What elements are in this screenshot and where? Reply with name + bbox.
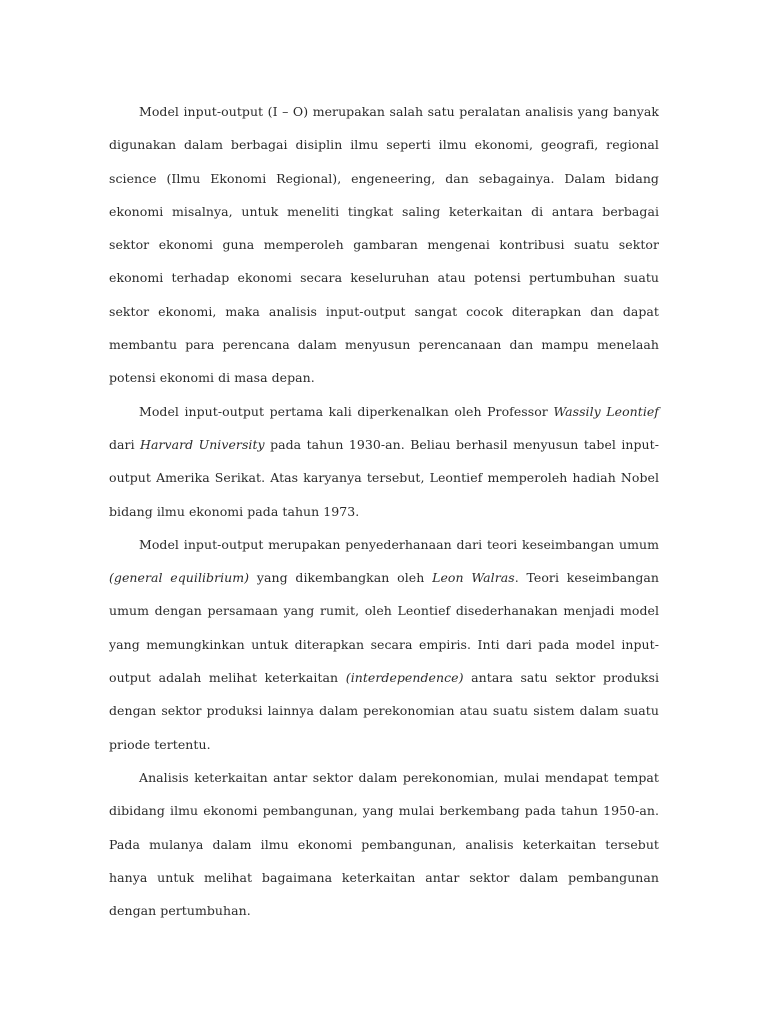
paragraph-4-text: Analisis keterkaitan antar sektor dalam perekonomian, mulai mendapat tempat dibidang ilmu ekonomi pembangunan, yang mulai berkembang pada tahun 1950-an. Pada mulanya dalam ilmu ekonomi pembangunan, analisis keterkaitan tersebut hanya untuk melihat bagaimana keterkaitan antar sektor dalam pembangunan dengan pertumbuhan. xyxy=(109,769,659,919)
paragraph-3-italic-interdependence: (interdependence) xyxy=(345,670,464,686)
paragraph-3-text-2: yang dikembangkan oleh xyxy=(249,570,433,586)
paragraph-2-text-2: dari xyxy=(109,436,141,452)
paragraph-3-italic-walras: Leon Walras xyxy=(432,570,515,586)
paragraph-2 xyxy=(109,395,659,528)
paragraph-3-text-4: antara satu sektor produksi dengan sektor produksi lainnya dalam perekonomian atau suatu sistem dalam suatu priode tertentu. xyxy=(109,670,659,752)
paragraph-3-text-3: . Teori keseimbangan umum dengan persamaan yang rumit, oleh Leontief disederhanakan menjadi model yang memungkinkan untuk diterapkan secara empiris. Inti dari pada model input-output adalah melihat keterkaitan xyxy=(109,570,660,686)
paragraph-2-text-3: pada tahun 1930-an. Beliau berhasil menyusun tabel input-output Amerika Serikat. Atas karyanya tersebut, Leontief memperoleh hadiah Nobel bidang ilmu ekonomi pada tahun 1973. xyxy=(109,436,659,519)
paragraph-3-italic-general-equilibrium: (general equilibrium) xyxy=(109,570,250,586)
paragraph-3-text-1: Model input-output merupakan penyederhanaan dari teori keseimbangan umum xyxy=(139,536,659,552)
paragraph-2-italic-leontief: Wassily Leontief xyxy=(553,403,659,419)
document-body xyxy=(109,95,659,927)
paragraph-1-text: Model input-output (I – O) merupakan salah satu peralatan analisis yang banyak digunakan dalam berbagai disiplin ilmu seperti ilmu ekonomi, geografi, regional science (Ilmu Ekonomi Regional), engeneering, dan sebagainya. Dalam bidang ekonomi misalnya, untuk meneliti tingkat saling keterkaitan di antara berbagai sektor ekonomi guna memperoleh gambaran mengenai kontribusi suatu sektor ekonomi terhadap ekonomi secara keseluruhan atau potensi pertumbuhan suatu sektor ekonomi, maka analisis input-output sangat cocok diterapkan dan dapat membantu para perencana dalam menyusun perencanaan dan mampu menelaah potensi ekonomi di masa depan. xyxy=(109,104,659,386)
paragraph-1 xyxy=(109,95,659,395)
paragraph-4 xyxy=(109,761,659,927)
paragraph-2-italic-harvard: Harvard University xyxy=(140,436,265,452)
paragraph-3 xyxy=(109,528,659,761)
paragraph-2-text-1: Model input-output pertama kali diperkenalkan oleh Professor xyxy=(139,403,554,419)
